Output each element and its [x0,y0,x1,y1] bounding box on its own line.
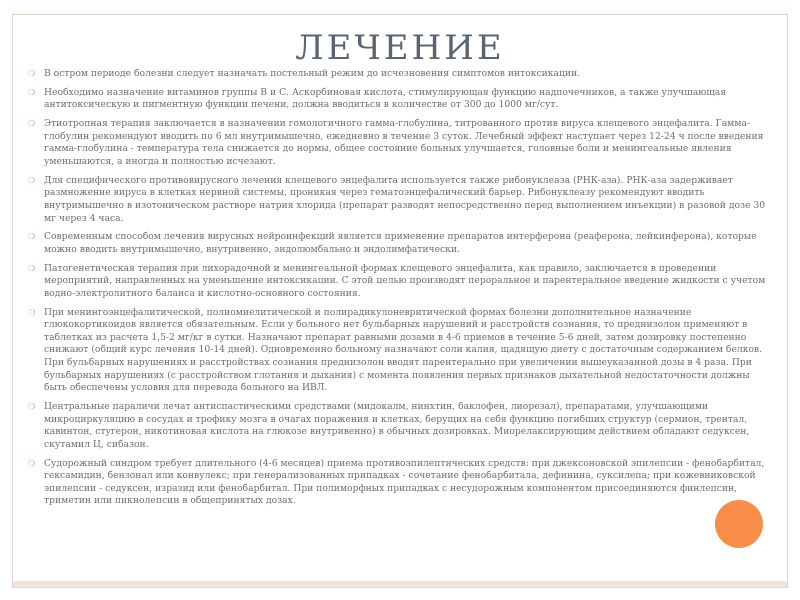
bullet-icon: ❍ [28,175,36,185]
bullet-icon: ❍ [28,69,36,78]
bullet-item [28,231,766,256]
bullet-item [28,263,766,301]
bullet-text: Патогенетическая терапия при лихорадочной и менингеальной формах клещевого энцефалита, как правило, заключается в проведении мероприятий, направленных на уменьшение интоксикации. С этой целью производят пероральное и парентеральное введение жидкости с учетом водно-электролитного баланса и кислотно-основного состояния. [44,262,766,299]
bullet-item [28,175,766,225]
bullet-text: Для специфического противовирусного лечения клещевого энцефалита используется также рибонуклеаза (РНК-аза). РНК-аза задерживает размножение вируса в клетках нервной системы, проникая через гематоэнцефалический барьер. Рибонуклеазу рекомендуют вводить внутримышечно в изотоническом растворе натрия хлорида (препарат разводят непосредственно перед выполнением инъекции) в разовой дозе 30 мг через 4 часа. [44,174,766,224]
slide-content [28,68,766,514]
bullet-item [28,68,766,81]
bullet-icon: ❍ [28,307,36,317]
decorative-circle [715,500,763,548]
bullet-text: Необходимо назначение витаминов группы В и С. Аскорбиновая кислота, стимулирующая функцию надпочечников, а также улучшающая антитоксическую и пигментную функции печени, должна вводиться в количестве от 300 до 1000 мг/сут. [44,86,727,111]
bullet-text: В остром периоде болезни следует назначать постельный режим до исчезновения симптомов интоксикации. [44,68,581,79]
bullet-item [28,87,766,112]
bullet-icon: ❍ [28,232,36,242]
bullet-item [28,307,766,395]
bullet-item [28,401,766,451]
bullet-list [28,68,766,508]
slide-title: ЛЕЧЕНИЕ [295,28,505,68]
bullet-text: Центральные параличи лечат антиспастическими средствами (мидокалм, нинхтин, баклофен, лиорезал), препаратами, улучшающими микроциркуляцию в сосудах и трофику мозга в очагах поражения и клетках, берущих на себя функцию погибших структур (сермион, трентал, кавинтон, стугерон, никотиновая кислота на глюкозе внутривенно) в обычных дозировках. Миорелаксирующим действием обладают седуксен, скутамил Ц, сибазон. [44,400,750,450]
bullet-icon: ❍ [28,263,36,273]
bullet-item [28,118,766,168]
bullet-text: При менингоэнцефалитической, полиомиелитической и полирадикулоневритической формах болезни дополнительное назначение глюкокортикоидов является обязательным. Если у больного нет бульбарных нарушений и расстройств сознания, то преднизолон применяют в таблетках из расчета 1,5-2 мг/кг в сутки. Назначают препарат равными дозами в 4-6 приемов в течение 5-6 дней, затем дозировку постепенно снижают (общий курс лечения 10-14 дней). Одновременно больному назначают соли калия, щадящую диету с достаточным содержанием белков. При бульбарных нарушениях и расстройствах сознания преднизолон вводят парентерально при увеличении вышеуказанной дозы в 4 раза. При бульбарных нарушениях (с расстройством глотания и дыхания) с момента появления первых признаков дыхательной недостаточности должны быть обеспечены условия для перевода больного на ИВЛ. [44,306,763,394]
bullet-text: Судорожный синдром требует длительного (4-6 месяцев) приема противоэпилептических средств: при джексоновской эпилепсии - фенобарбитал, гексамидин, бензонал или конвулекс; при генерализованных припадках - сочетание фенобарбитала, дефинина, суксилепа; при кожевниковской эпилепсии - седуксен, изразид или фенобарбитал. При полиморфных припадках с несудорожным компонентом присоединяются финлепсин, триметин или пикнолепсин в общепринятых дозах. [44,457,765,507]
bullet-item [28,458,766,508]
bullet-icon: ❍ [28,87,36,97]
bullet-icon: ❍ [28,401,36,411]
bullet-icon: ❍ [28,119,36,129]
bullet-icon: ❍ [28,458,36,468]
bullet-text: Этиотропная терапия заключается в назначении гомологичного гамма-глобулина, титрованного против вируса клещевого энцефалита. Гамма-глобулин рекомендуют вводить по 6 мл внутримышечно, ежедневно в течение 3 суток. Лечебный эффект наступает через 12-24 ч после введения гамма-глобулина - температура тела снижается до нормы, общее состояние больных улучшается, головные боли и менингеальные явления уменьшаются, а иногда и полностью исчезают. [44,118,764,167]
bullet-text: Современным способом лечения вирусных нейроинфекций является применение препаратов интерферона (реаферона, лейкинферона), которые можно вводить внутримышечно, внутривенно, эндолюмбально и эндолимфатически. [44,231,757,255]
